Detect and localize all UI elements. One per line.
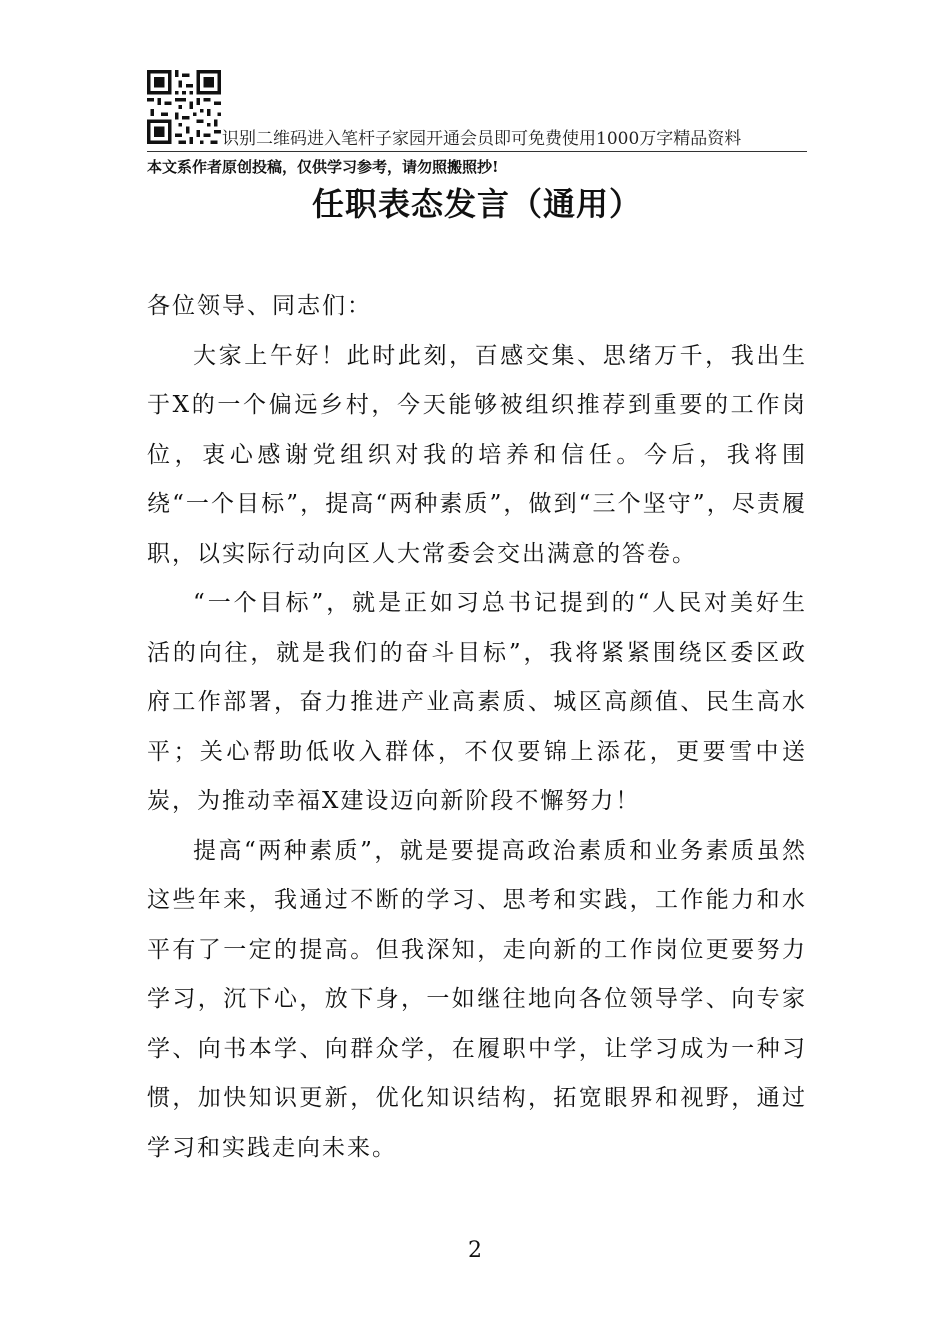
body-paragraph: 提高“两种素质”，就是要提高政治素质和业务素质虽然这些年来，我通过不断的学习、思考和实践，工作能力和水平有了一定的提高。但我深知，走向新的工作岗位更要努力学习，沉下心，放下身，一如继往地向各位领导学、向专家学、向书本学、向群众学，在履职中学，让学习成为一种习惯，加快知识更新，优化知识结构，拓宽眼界和视野，通过学习和实践走向未来。 (147, 837, 807, 1161)
body-paragraph: 大家上午好！此时此刻，百感交集、思绪万千，我出生于X的一个偏远乡村，今天能够被组织推荐到重要的工作岗位，衷心感谢党组织对我的培养和信任。今后，我将围绕“一个目标”，提高“两种素质”，做到“三个坚守”，尽责履职，以实际行动向区人大常委会交出满意的答卷。 (147, 342, 807, 567)
page-number: 2 (468, 1238, 482, 1263)
copyright-notice: 本文系作者原创投稿，仅供学习参考，请勿照搬照抄! (147, 158, 499, 176)
header-banner-text: 识别二维码进入笔杆子家园开通会员即可免费使用1000万字精品资料 (222, 129, 742, 149)
body-paragraph: “一个目标”，就是正如习总书记提到的“人民对美好生活的向往，就是我们的奋斗目标”，我将紧紧围绕区委区政府工作部署，奋力推进产业高素质、城区高颜值、民生高水平；关心帮助低收入群体，不仅要锦上添花，更要雪中送炭，为推动幸福X建设迈向新阶段不懈努力！ (147, 590, 807, 814)
salutation: 各位领导、同志们： (147, 293, 372, 319)
header-divider (147, 151, 807, 152)
document-body (147, 282, 807, 1173)
qr-code-icon (147, 70, 221, 144)
document-title: 任职表态发言（通用） (311, 185, 642, 223)
